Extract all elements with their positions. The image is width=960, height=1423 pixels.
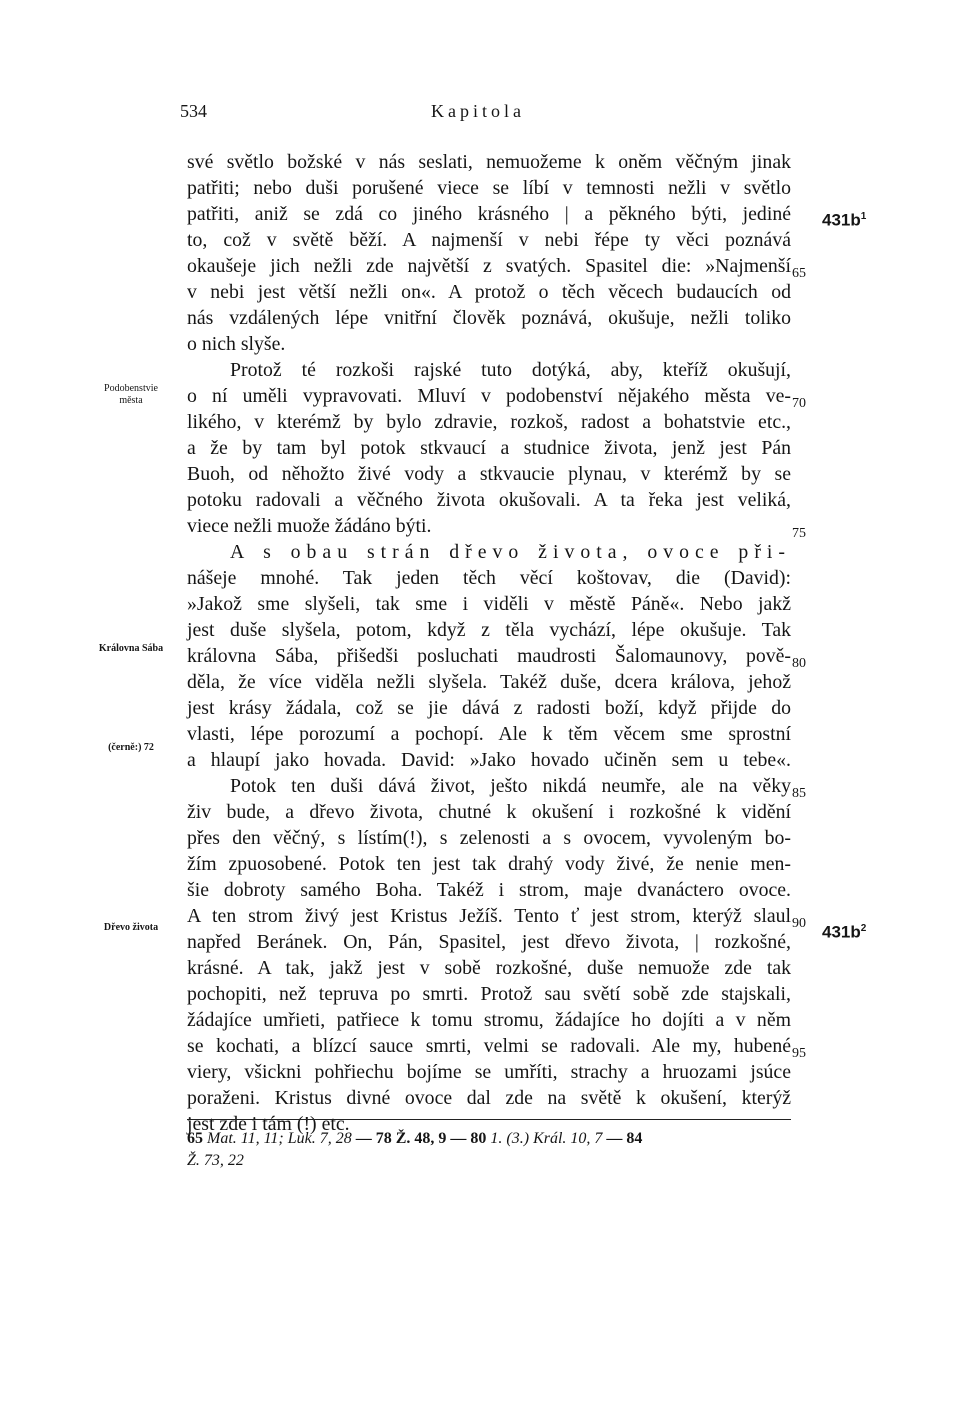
margin-note-cerne: (černě:) 72: [108, 742, 154, 753]
footnote-dash: —: [351, 1130, 376, 1147]
text-line: potoku radovali a věčného života okušovali. A ta řeka jest veliká,: [187, 489, 791, 511]
line-number: 85: [792, 786, 806, 801]
folio-reference-main: 431b: [822, 922, 861, 942]
footnote-number: 84: [626, 1130, 643, 1147]
text-line: pochopiti, než tepruva po smrti. Protož sau světí sobě zde stajskali,: [187, 983, 791, 1005]
text-line: poraženi. Kristus divné ovoce dal zde na světě k okušení, kterýž: [187, 1087, 791, 1109]
line-number: 80: [792, 656, 806, 671]
line-number: 90: [792, 916, 806, 931]
margin-note-line: Podobenstvie: [104, 383, 158, 394]
margin-note-podobenstvie: [86, 383, 176, 407]
text-line: Protož té rozkoši rajské tuto dotýká, aby, kteříž okušují,: [230, 359, 791, 381]
footnote-number: 78 Ž. 48, 9: [375, 1130, 447, 1147]
text-line: o ní uměli vypravovati. Mluví v podobenství nějakého města ve-: [187, 385, 791, 407]
footnote-line: Ž. 73, 22: [187, 1152, 244, 1169]
folio-reference: [822, 204, 866, 234]
text-line: patřiti; nebo duši porušené viece se líbí v temnosti nežli v světlo: [187, 177, 791, 199]
text-line: vlasti, lépe porozumí a pochopí. Ale k těm věcem sme sprostní: [187, 723, 791, 745]
footnote-number: 65: [187, 1130, 203, 1147]
text-line: likého, v kterémž by bylo zdravie, rozkoš, radost a bohatstvie etc.,: [187, 411, 791, 433]
text-line: jest duše slyšela, potom, když z těla vychází, lépe okušuje. Tak: [187, 619, 791, 641]
footnote-reference: Mat. 11, 11; Luk. 7, 28: [207, 1130, 352, 1147]
text-line: se kochati, a blízcí sauce smrti, velmi se radovali. Ale my, hubené: [187, 1035, 791, 1057]
text-line: viece nežli muože žádáno býti.: [187, 515, 432, 537]
footnote-line: [187, 1128, 791, 1150]
text-line: viery, všickni pohřiechu bojíme se umříti, strachy a hruozami jsúce: [187, 1061, 791, 1083]
folio-reference-sup: 1: [860, 211, 867, 222]
text-line: jest zde i tám (!) etc.: [187, 1113, 350, 1135]
text-line: živ bude, a dřevo života, chutné k okušení i rozkošné k vidění: [187, 801, 791, 823]
text-line: děla, že více viděla nežli slyšela. Takéž duše, dcera králova, jehož: [187, 671, 791, 693]
footnote-dash: —: [446, 1130, 471, 1147]
text-line: své světlo božské v nás seslati, nemuožeme k oněm věčným jinak: [187, 151, 791, 173]
text-line: královna Sába, přišedši posluchati maudrosti Šalomaunovy, pově-: [187, 645, 791, 667]
text-line: patřiti, aniž se zdá co jiného krásného | a pěkného býti, jediné: [187, 203, 791, 225]
line-number: 70: [792, 396, 806, 411]
text-line: a že by tam byl potok stkvaucí a studnice života, jenž jest Pán: [187, 437, 791, 459]
footnote-rule: [187, 1119, 791, 1120]
text-line: A s obau strán dřevo života, ovoce při-: [230, 541, 791, 563]
text-line: Buoh, od něhožto živé vody a stkvaucie plynau, v kterémž by se: [187, 463, 791, 485]
text-line: jest krásy žádala, což se jie dává z radosti boží, když přijde do: [187, 697, 791, 719]
footnote-dash: —: [602, 1130, 627, 1147]
text-line: o nich slyše.: [187, 333, 286, 355]
text-line: nás vzdálených lépe vnitřní člověk poznává, okušuje, nežli toliko: [187, 307, 791, 329]
line-number: 65: [792, 266, 806, 281]
text-line: přes den věčný, s lístím(!), s zelenosti a s ovocem, vyvoleným bo-: [187, 827, 791, 849]
text-line: »Jakož sme slyšeli, tak sme i viděli v městě Páně«. Nebo jakž: [187, 593, 791, 615]
page-header: [180, 101, 786, 127]
folio-reference: [822, 916, 866, 946]
page-number: 534: [180, 101, 207, 121]
text-line: krásné. A tak, jakž jest v sobě rozkošné, duše nemuože zde tak: [187, 957, 791, 979]
text-line: v nebi jest větší nežli on«. A protož o těch věcech budaucích od: [187, 281, 791, 303]
text-line: Potok ten duši dává život, ješto nikdá neumře, ale na věky: [230, 775, 791, 797]
folio-reference-main: 431b: [822, 210, 861, 230]
margin-note-drevo: Dřevo života: [103, 922, 159, 933]
margin-note-line: města: [119, 395, 143, 406]
text-line: žím zpuosobené. Potok ten jest tak drahý vody živé, že nenie men-: [187, 853, 791, 875]
text-line: nášeje mnohé. Tak jeden těch věcí koštovav, die (David):: [187, 567, 791, 589]
line-number: 95: [792, 1046, 806, 1061]
margin-note-kralovna: Královna Sába: [98, 643, 164, 654]
text-line: šie dobroty samého Boha. Takéž i strom, maje dvanáctero ovoce.: [187, 879, 791, 901]
running-title: Kapitola: [431, 101, 525, 121]
folio-reference-sup: 2: [860, 923, 867, 934]
footnote-reference: 1. (3.) Král. 10, 7: [486, 1130, 603, 1147]
text-line: okaušeje jich nežli zde najvětší z svatých. Spasitel die: »Najmenší: [187, 255, 791, 277]
text-line: to, což v světě běží. A najmenší v nebi řépe ty věci poznává: [187, 229, 791, 251]
text-line: A ten strom živý jest Kristus Ježíš. Tento ť jest strom, kterýž slaul: [187, 905, 791, 927]
text-line: napřed Beránek. On, Pán, Spasitel, jest dřevo života, | rozkošné,: [187, 931, 791, 953]
line-number: 75: [792, 526, 806, 541]
footnote-number: 80: [470, 1130, 487, 1147]
text-line: žádajíce umřieti, patřiece k tomu stromu, žádajíce ho dojíti a v něm: [187, 1009, 791, 1031]
text-line: a hlaupí jako hovada. David: »Jako hovado učiněn sem u tebe«.: [187, 749, 791, 771]
